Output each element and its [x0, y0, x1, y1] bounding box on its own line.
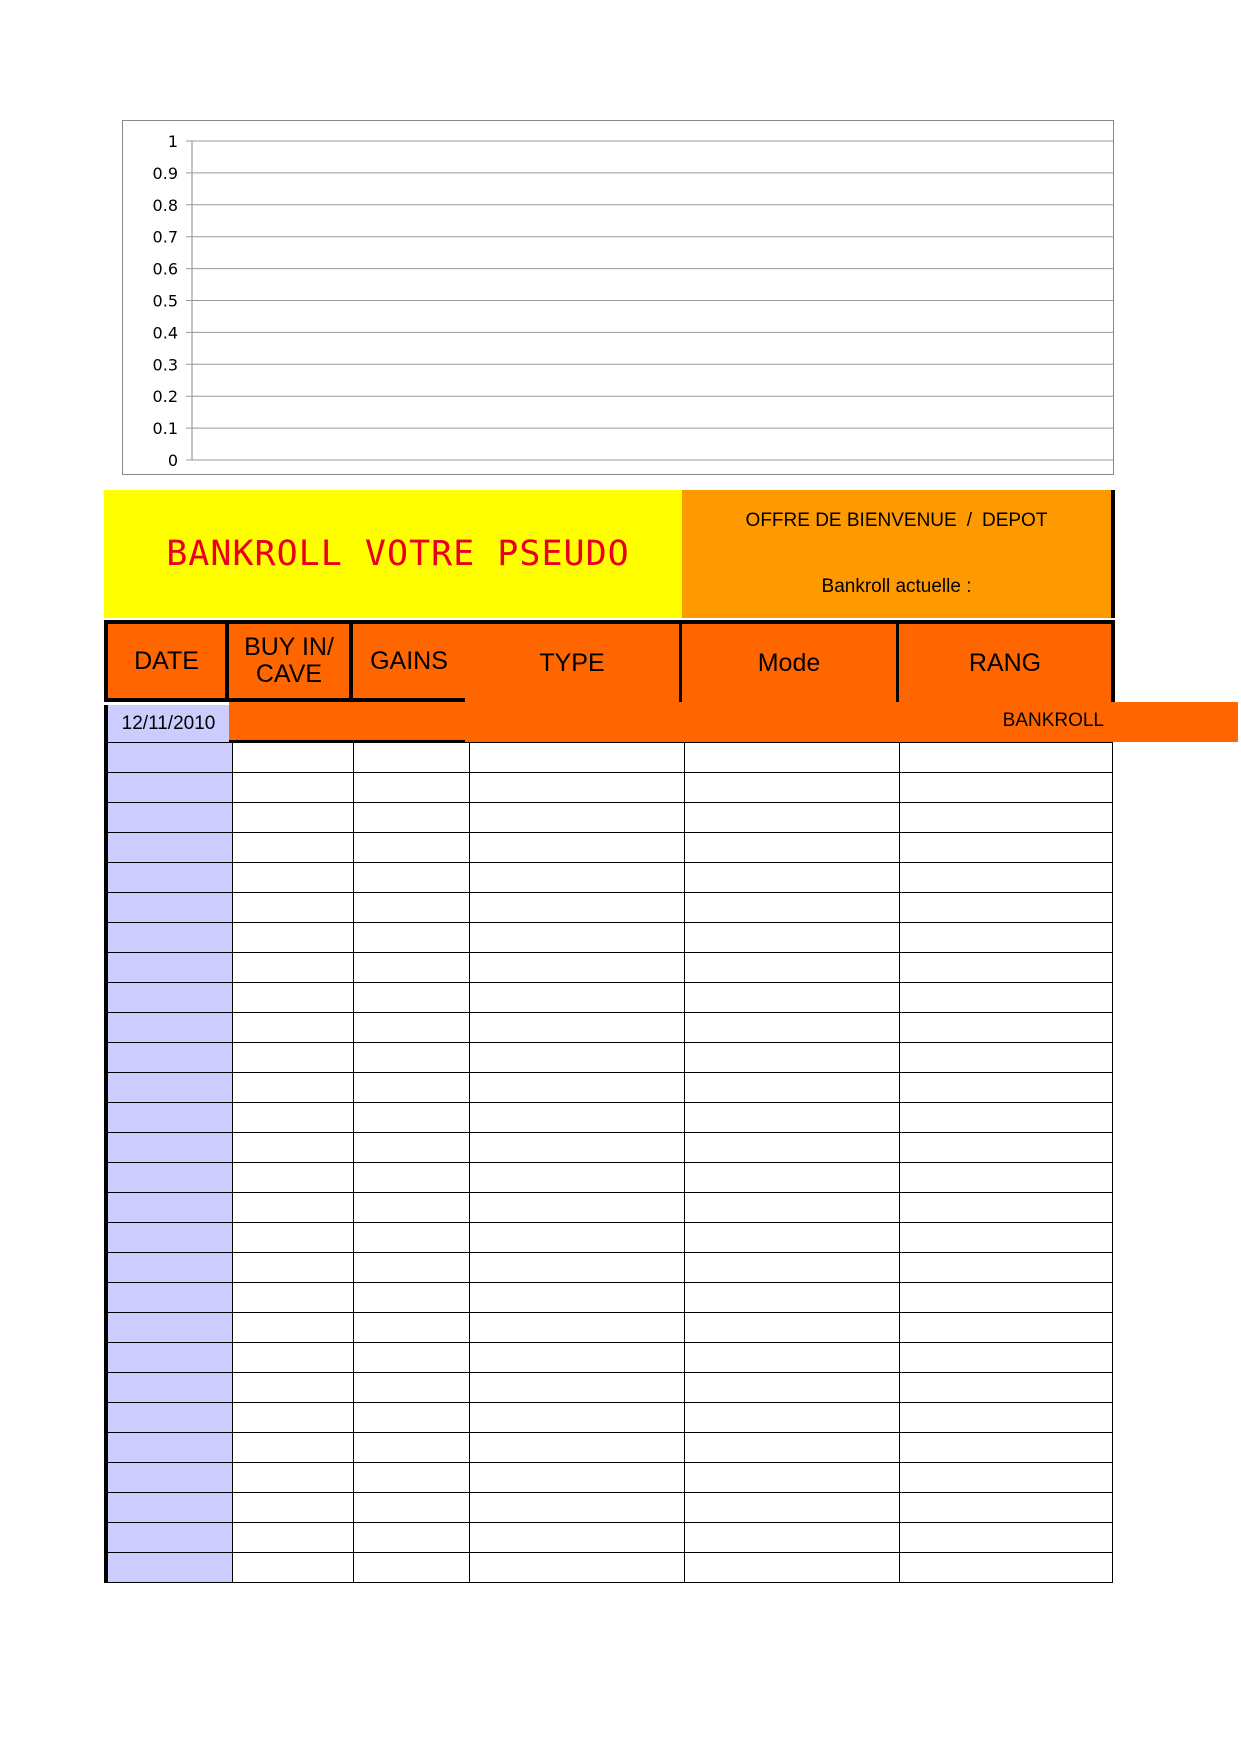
table-row: [106, 1463, 1112, 1493]
table-row: [106, 1313, 1112, 1343]
column-header-gains-label: GAINS: [370, 646, 448, 675]
type-cell[interactable]: [469, 1043, 684, 1073]
date-cell[interactable]: [106, 893, 232, 923]
rang-cell[interactable]: [899, 1463, 1112, 1493]
date-cell[interactable]: [106, 1133, 232, 1163]
first-date-cell[interactable]: [104, 705, 229, 742]
gains-cell[interactable]: [353, 1103, 469, 1133]
mode-cell[interactable]: [684, 1403, 899, 1433]
table-row: [106, 1523, 1112, 1553]
buyin-cell[interactable]: [232, 743, 353, 773]
gains-cell[interactable]: [353, 1463, 469, 1493]
mode-cell[interactable]: [684, 1373, 899, 1403]
bankroll-row: [229, 702, 1238, 742]
gains-cell[interactable]: [353, 1193, 469, 1223]
chart-canvas: [122, 120, 1114, 476]
buyin-cell[interactable]: [232, 983, 353, 1013]
gains-cell[interactable]: [353, 743, 469, 773]
type-cell[interactable]: [469, 1523, 684, 1553]
buyin-cell[interactable]: [232, 1403, 353, 1433]
date-cell[interactable]: [106, 1283, 232, 1313]
gains-cell[interactable]: [353, 1433, 469, 1463]
column-header-mode-label: Mode: [757, 648, 821, 677]
buyin-cell[interactable]: [232, 1433, 353, 1463]
column-header-buyin: [225, 620, 353, 702]
buyin-cell[interactable]: [232, 1193, 353, 1223]
offer-line: [682, 510, 1111, 532]
mode-cell[interactable]: [684, 1253, 899, 1283]
rang-cell[interactable]: [899, 1043, 1112, 1073]
date-cell[interactable]: [106, 803, 232, 833]
mode-cell[interactable]: [684, 893, 899, 923]
buyin-cell[interactable]: [232, 953, 353, 983]
gains-cell[interactable]: [353, 863, 469, 893]
buyin-cell[interactable]: [232, 773, 353, 803]
mode-cell[interactable]: [684, 1493, 899, 1523]
column-header-buyin-line2: CAVE: [255, 660, 323, 688]
gains-cell[interactable]: [353, 1163, 469, 1193]
gains-cell[interactable]: [353, 1013, 469, 1043]
gains-cell[interactable]: [353, 1373, 469, 1403]
mode-cell[interactable]: [684, 1223, 899, 1253]
buyin-cell[interactable]: [232, 1553, 353, 1583]
mode-cell[interactable]: [684, 1433, 899, 1463]
page-title: BANKROLL VOTRE PSEUDO: [166, 534, 630, 574]
rang-cell[interactable]: [899, 803, 1112, 833]
buyin-cell[interactable]: [232, 1523, 353, 1553]
table-row: [106, 1193, 1112, 1223]
table-row: [106, 923, 1112, 953]
date-cell[interactable]: [106, 1013, 232, 1043]
mode-cell[interactable]: [684, 1523, 899, 1553]
mode-cell[interactable]: [684, 1463, 899, 1493]
table-row: [106, 1133, 1112, 1163]
type-cell[interactable]: [469, 1253, 684, 1283]
y-tick-label: 0.7: [152, 227, 178, 247]
buyin-cell[interactable]: [232, 863, 353, 893]
rang-cell[interactable]: [899, 1433, 1112, 1463]
type-cell[interactable]: [469, 983, 684, 1013]
buyin-cell[interactable]: [232, 1463, 353, 1493]
y-tick-label: 0.8: [152, 195, 178, 215]
date-cell[interactable]: [106, 953, 232, 983]
column-header-type: [465, 620, 682, 702]
column-header-mode: [682, 620, 899, 702]
type-cell[interactable]: [469, 1103, 684, 1133]
date-cell[interactable]: [106, 1553, 232, 1583]
rang-cell[interactable]: [899, 743, 1112, 773]
mode-cell[interactable]: [684, 1193, 899, 1223]
mode-cell[interactable]: [684, 833, 899, 863]
gains-cell[interactable]: [353, 1553, 469, 1583]
rang-cell[interactable]: [899, 1103, 1112, 1133]
gains-cell[interactable]: [353, 1343, 469, 1373]
date-cell[interactable]: [106, 1313, 232, 1343]
buyin-cell[interactable]: [232, 1493, 353, 1523]
offer-panel: [682, 490, 1115, 618]
type-cell[interactable]: [469, 1223, 684, 1253]
gains-cell[interactable]: [353, 1133, 469, 1163]
gains-cell[interactable]: [353, 1403, 469, 1433]
mode-cell[interactable]: [684, 923, 899, 953]
table-row: [106, 1553, 1112, 1583]
mode-cell[interactable]: [684, 863, 899, 893]
type-cell[interactable]: [469, 953, 684, 983]
mode-cell[interactable]: [684, 1043, 899, 1073]
buyin-cell[interactable]: [232, 1223, 353, 1253]
rang-cell[interactable]: [899, 1253, 1112, 1283]
type-cell[interactable]: [469, 1373, 684, 1403]
mode-cell[interactable]: [684, 743, 899, 773]
rang-cell[interactable]: [899, 1223, 1112, 1253]
y-tick-label: 0.5: [152, 291, 178, 311]
buyin-cell[interactable]: [232, 1103, 353, 1133]
table-row: [106, 1253, 1112, 1283]
first-date-value: 12/11/2010: [121, 712, 216, 734]
rang-cell[interactable]: [899, 983, 1112, 1013]
buyin-cell[interactable]: [232, 803, 353, 833]
gains-cell[interactable]: [353, 923, 469, 953]
column-header-date-label: DATE: [134, 646, 199, 675]
table-row: [106, 1283, 1112, 1313]
gains-cell[interactable]: [353, 833, 469, 863]
date-cell[interactable]: [106, 1103, 232, 1133]
bankroll-table-body: [106, 743, 1112, 1583]
type-cell[interactable]: [469, 1193, 684, 1223]
y-tick-label: 0.3: [152, 355, 178, 375]
type-cell[interactable]: [469, 893, 684, 923]
buyin-cell[interactable]: [232, 1313, 353, 1343]
buyin-cell[interactable]: [232, 1373, 353, 1403]
table-row: [106, 1103, 1112, 1133]
table-row: [106, 803, 1112, 833]
rang-cell[interactable]: [899, 1403, 1112, 1433]
y-tick-label: 0.9: [152, 163, 178, 183]
y-tick-label: 0.2: [152, 387, 178, 407]
type-cell[interactable]: [469, 1343, 684, 1373]
table-row: [106, 1433, 1112, 1463]
date-cell[interactable]: [106, 1163, 232, 1193]
title-banner: [104, 490, 682, 618]
rang-cell[interactable]: [899, 1073, 1112, 1103]
table-row: [106, 1043, 1112, 1073]
gains-cell[interactable]: [353, 1253, 469, 1283]
mode-cell[interactable]: [684, 1343, 899, 1373]
date-cell[interactable]: [106, 1373, 232, 1403]
column-header-gains: [349, 620, 469, 702]
buyin-cell[interactable]: [232, 1163, 353, 1193]
date-cell[interactable]: [106, 1073, 232, 1103]
date-cell[interactable]: [106, 743, 232, 773]
table-row: [106, 893, 1112, 923]
buyin-cell[interactable]: [232, 1343, 353, 1373]
type-cell[interactable]: [469, 1463, 684, 1493]
date-cell[interactable]: [106, 863, 232, 893]
rang-cell[interactable]: [899, 1523, 1112, 1553]
buyin-cell[interactable]: [232, 833, 353, 863]
column-header-rang-label: RANG: [968, 648, 1042, 677]
date-cell[interactable]: [106, 773, 232, 803]
offer-welcome-label: OFFRE DE BIENVENUE: [745, 510, 957, 531]
date-cell[interactable]: [106, 1433, 232, 1463]
column-header-rang: [899, 620, 1115, 702]
date-cell[interactable]: [106, 983, 232, 1013]
gains-cell[interactable]: [353, 773, 469, 803]
type-cell[interactable]: [469, 863, 684, 893]
buyin-cell[interactable]: [232, 1073, 353, 1103]
column-header-type-label: TYPE: [539, 648, 605, 677]
buyin-cell[interactable]: [232, 1133, 353, 1163]
rang-cell[interactable]: [899, 1133, 1112, 1163]
mode-cell[interactable]: [684, 1553, 899, 1583]
date-cell[interactable]: [106, 1223, 232, 1253]
type-cell[interactable]: [469, 1493, 684, 1523]
buyin-cell[interactable]: [232, 1013, 353, 1043]
rang-cell[interactable]: [899, 1373, 1112, 1403]
column-header-buyin-line1: BUY IN/: [244, 633, 334, 661]
type-cell[interactable]: [469, 803, 684, 833]
mode-cell[interactable]: [684, 983, 899, 1013]
mode-cell[interactable]: [684, 1163, 899, 1193]
rang-cell[interactable]: [899, 923, 1112, 953]
mode-cell[interactable]: [684, 1133, 899, 1163]
table-row: [106, 1403, 1112, 1433]
table-row: [106, 1013, 1112, 1043]
date-cell[interactable]: [106, 1463, 232, 1493]
buyin-cell[interactable]: [232, 1283, 353, 1313]
mode-cell[interactable]: [684, 1073, 899, 1103]
type-cell[interactable]: [469, 923, 684, 953]
type-cell[interactable]: [469, 1073, 684, 1103]
rang-cell[interactable]: [899, 1553, 1112, 1583]
column-header-date: [104, 620, 229, 702]
table-row: [106, 1373, 1112, 1403]
mode-cell[interactable]: [684, 803, 899, 833]
chart-frame: [123, 121, 1114, 475]
y-tick-label: 0: [167, 451, 178, 470]
rang-cell[interactable]: [899, 893, 1112, 923]
date-cell[interactable]: [106, 1043, 232, 1073]
type-cell[interactable]: [469, 1553, 684, 1583]
type-cell[interactable]: [469, 1433, 684, 1463]
date-cell[interactable]: [106, 1523, 232, 1553]
rang-cell[interactable]: [899, 1343, 1112, 1373]
type-cell[interactable]: [469, 833, 684, 863]
buyin-cell[interactable]: [232, 1253, 353, 1283]
type-cell[interactable]: [469, 1013, 684, 1043]
date-cell[interactable]: [106, 833, 232, 863]
bankroll-chart: [122, 120, 1114, 476]
gains-cell[interactable]: [353, 1283, 469, 1313]
table-row: [106, 743, 1112, 773]
type-cell[interactable]: [469, 1313, 684, 1343]
table-row: [106, 773, 1112, 803]
gains-cell[interactable]: [353, 983, 469, 1013]
table-row: [106, 1163, 1112, 1193]
table-row: [106, 1073, 1112, 1103]
mode-cell[interactable]: [684, 953, 899, 983]
bankroll-table: [104, 742, 1113, 1583]
table-row: [106, 983, 1112, 1013]
gains-cell[interactable]: [353, 1493, 469, 1523]
buyin-cell[interactable]: [232, 893, 353, 923]
mode-cell[interactable]: [684, 1013, 899, 1043]
y-tick-label: 0.6: [152, 259, 178, 279]
gains-cell[interactable]: [353, 1043, 469, 1073]
type-cell[interactable]: [469, 1163, 684, 1193]
mode-cell[interactable]: [684, 1283, 899, 1313]
gains-cell[interactable]: [353, 803, 469, 833]
y-tick-label: 1: [167, 132, 178, 151]
mode-cell[interactable]: [684, 1313, 899, 1343]
date-cell[interactable]: [106, 1343, 232, 1373]
date-cell[interactable]: [106, 1403, 232, 1433]
offer-separator: /: [966, 510, 972, 531]
date-cell[interactable]: [106, 1493, 232, 1523]
bankroll-label: BANKROLL: [1002, 710, 1104, 731]
mode-cell[interactable]: [684, 1103, 899, 1133]
table-row: [106, 1223, 1112, 1253]
rang-cell[interactable]: [899, 863, 1112, 893]
rang-cell[interactable]: [899, 1013, 1112, 1043]
current-bankroll-label: Bankroll actuelle :: [821, 576, 972, 597]
rang-cell[interactable]: [899, 833, 1112, 863]
table-row: [106, 953, 1112, 983]
rang-cell[interactable]: [899, 1283, 1112, 1313]
gains-cell[interactable]: [353, 953, 469, 983]
table-row: [106, 863, 1112, 893]
date-cell[interactable]: [106, 1193, 232, 1223]
buyin-cell[interactable]: [232, 923, 353, 953]
offer-deposit-label: DEPOT: [981, 510, 1048, 531]
rang-cell[interactable]: [899, 773, 1112, 803]
mode-cell[interactable]: [684, 773, 899, 803]
gains-cell[interactable]: [353, 893, 469, 923]
gains-cell[interactable]: [353, 1073, 469, 1103]
rang-cell[interactable]: [899, 1493, 1112, 1523]
rang-cell[interactable]: [899, 1163, 1112, 1193]
rang-cell[interactable]: [899, 953, 1112, 983]
y-tick-label: 0.4: [152, 323, 178, 343]
table-row: [106, 1343, 1112, 1373]
table-row: [106, 1493, 1112, 1523]
type-cell[interactable]: [469, 1133, 684, 1163]
table-row: [106, 833, 1112, 863]
gains-cell[interactable]: [353, 1313, 469, 1343]
type-cell[interactable]: [469, 743, 684, 773]
type-cell[interactable]: [469, 1403, 684, 1433]
rang-cell[interactable]: [899, 1313, 1112, 1343]
buyin-cell[interactable]: [232, 1043, 353, 1073]
gains-cell[interactable]: [353, 1523, 469, 1553]
date-cell[interactable]: [106, 1253, 232, 1283]
type-cell[interactable]: [469, 773, 684, 803]
rang-cell[interactable]: [899, 1193, 1112, 1223]
gains-cell[interactable]: [353, 1223, 469, 1253]
type-cell[interactable]: [469, 1283, 684, 1313]
y-tick-label: 0.1: [152, 419, 178, 439]
date-cell[interactable]: [106, 923, 232, 953]
